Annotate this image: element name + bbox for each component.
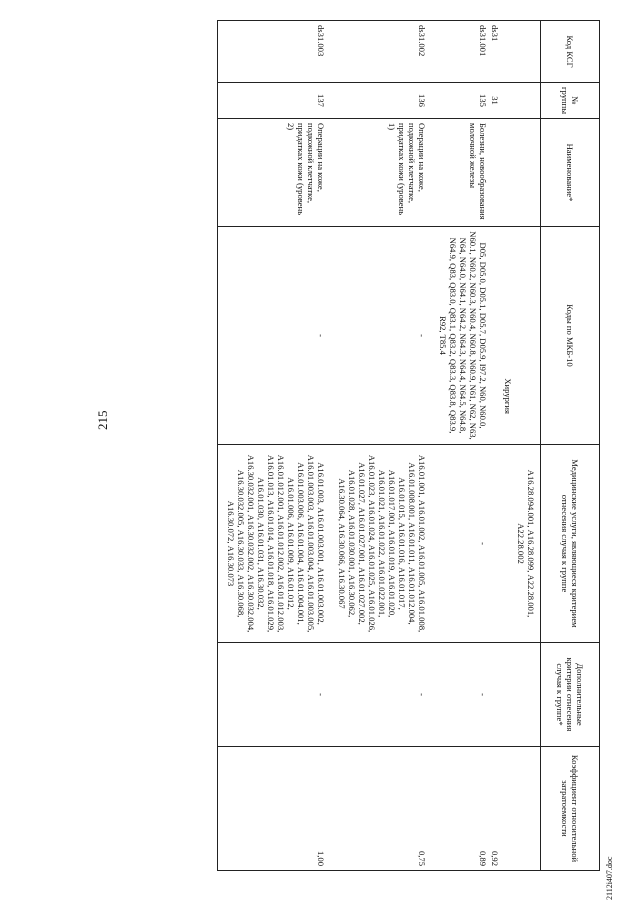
row-number: 137 [218,83,328,119]
row-coef: 0,92 [489,747,501,871]
row-extra: - [218,643,328,747]
row-services: - [428,445,489,643]
row-number: 31 [489,83,501,119]
section-title: Хирургия [501,227,515,445]
table-row [218,21,328,871]
row-code: ds31.003 [218,21,328,83]
header-icd: Коды по МКБ-10 [541,227,600,445]
footer-filename: 2112i407.doc [605,856,614,900]
header-extra: Дополнительные критерии отнесения случая к группе* [541,643,600,747]
row-extra: - [327,643,428,747]
row-code: ds31 [489,21,501,83]
table-row [428,21,489,871]
row-number: 136 [327,83,428,119]
row-code: ds31.001 [428,21,489,83]
table-row [489,21,501,871]
row-name: Болезни, новообразования молочной железы [428,119,489,227]
continuation-services: А16.28.094.001, А16.28.099, А22.28.001, А22.28.002 [515,445,541,643]
row-icd: - [218,227,328,445]
row-icd: D05, D05.0, D05.1, D05.7, D05.9, I97.2, N60, N60.0, N60.1, N60.2, N60.3, N60.4, N60.8, N60.9, N61, N62, N63, N64, N64.0, N64.1, N64.2, N64.3, N64.4, N64.5, N64.8, N64.9, Q83, Q83.0, Q83.1, Q83.2, Q83.3, Q83.8, Q83.9, R92, T85.4 [428,227,489,445]
row-coef: 0,75 [327,747,428,871]
row-coef: 1,00 [218,747,328,871]
ksg-table [217,20,600,871]
header-name: Наименование* [541,119,600,227]
header-services: Медицинские услуги, являющиеся критерием отнесения случая к группе [541,445,600,643]
header-coef: Коэффициент относительной затратоемкости [541,747,600,871]
table-row [327,21,428,871]
row-services: А16.01.003, А16.01.003.001, А16.01.003.002, А16.01.003.003, А16.01.003.004, А16.01.003.005, А16.01.003.006, А16.01.004, А16.01.004.001, А16.01.006, А16.01.009, А16.01.012, А16.01.012.001, А16.01.012.002, А16.01.012.003, А16.01.013, А16.01.014, А16.01.018, А16.01.029, А16.01.030, А16.01.031, А16.30.032, А16.30.032.001, А16.30.032.002, А16.30.032.004, А16.30.032.005, А16.30.033, А16.30.068, А16.30.072, А16.30.073 [218,445,328,643]
row-code: ds31.002 [327,21,428,83]
row-name: Операции на коже, подкожной клетчатке, придатках кожи (уровень 2) [218,119,328,227]
header-row [541,21,600,871]
row-extra: - [428,643,489,747]
row-number: 135 [428,83,489,119]
section-title-row [501,21,515,871]
row-name: Операции на коже, подкожной клетчатке, придатках кожи (уровень 1) [327,119,428,227]
page-number: 215 [95,410,110,430]
row-coef: 0,89 [428,747,489,871]
row-services: А16.01.001, А16.01.002, А16.01.005, А16.01.008, А16.01.008.001, А16.01.011, А16.01.012.004, А16.01.015, А16.01.016, А16.01.017, А16.01.017.001, А16.01.019, А16.01.020, А16.01.021, А16.01.022, А16.01.022.001, А16.01.023, А16.01.024, А16.01.025, А16.01.026, А16.01.027, А16.01.027.001, А16.01.027.002, А16.01.028, А16.01.030.001, А16.30.062, А16.30.064, А16.30.066, А16.30.067 [327,445,428,643]
row-icd: - [327,227,428,445]
continuation-row [515,21,541,871]
rotated-table-sheet [62,20,600,870]
header-number: № группы [541,83,600,119]
header-code: Код КСГ [541,21,600,83]
